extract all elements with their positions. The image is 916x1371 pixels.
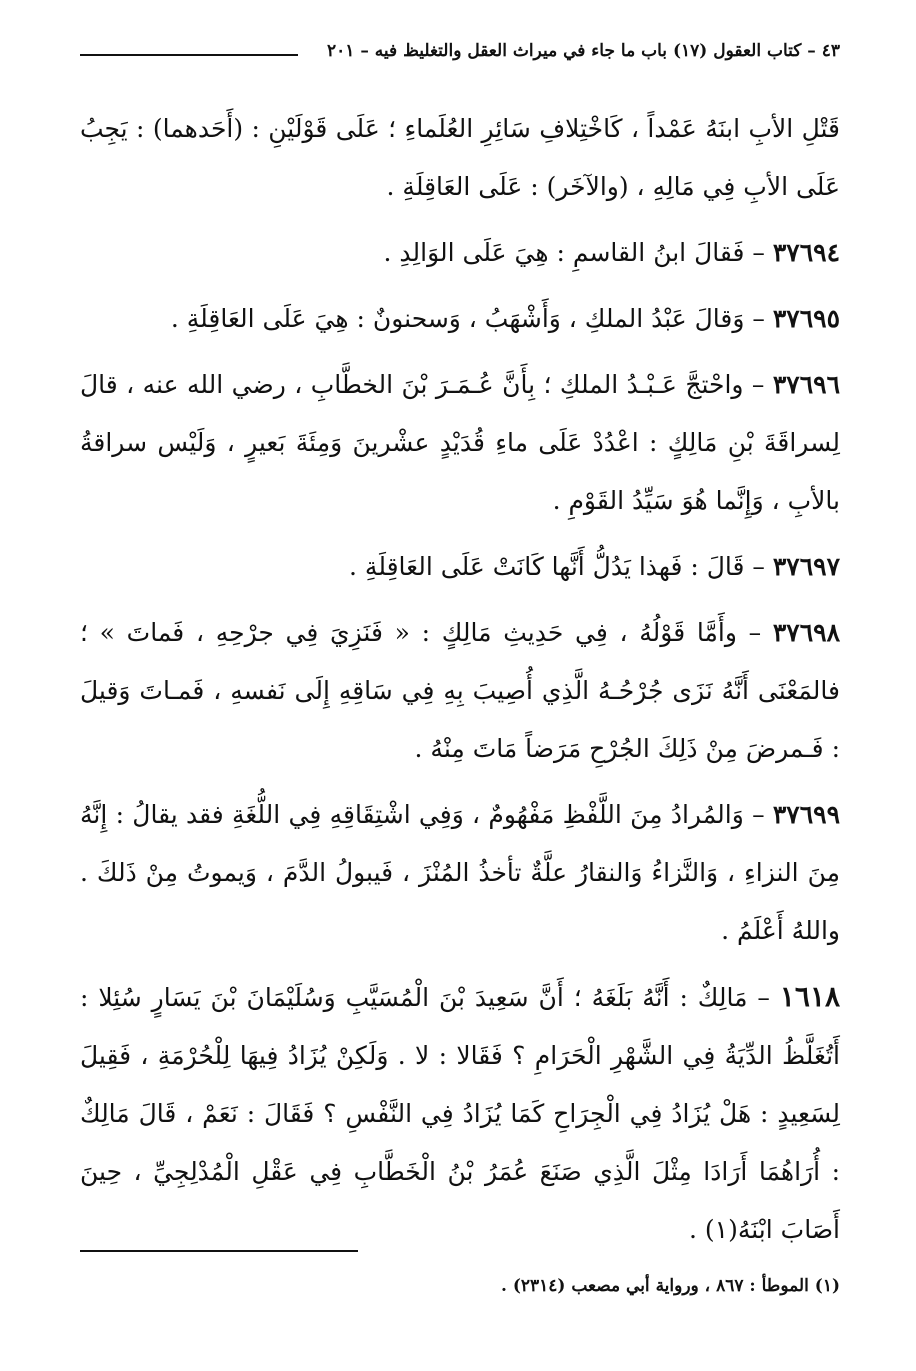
paragraph-text: – وَالمُرادُ مِنَ اللَّفْظِ مَفْهُومٌ ، وَفِي اشْتِقَاقِهِ فِي اللُّغَةِ فقد يقالُ : إِنَّهُ مِنَ النزاءِ ، وَالنَّزاءُ وَالنقارُ علَّةٌ تأخذُ المُنْزَ ، فَيبولُ الدَّمَ ، وَيموتُ مِنْ ذَلكَ . واللهُ أَعْلَمُ . bbox=[80, 800, 840, 945]
paragraph bbox=[80, 604, 840, 778]
paragraph-number: ٣٧٦٩٥ bbox=[772, 304, 840, 333]
paragraph-number: ٣٧٦٩٧ bbox=[772, 552, 840, 581]
running-title: ٤٣ – كتاب العقول (١٧) باب ما جاء في ميراث العقل والتغليظ فيه – ٢٠١ bbox=[327, 41, 840, 61]
main-text bbox=[80, 100, 840, 1259]
paragraph bbox=[80, 224, 840, 282]
footnote-rule bbox=[80, 1250, 358, 1252]
page-header bbox=[80, 30, 840, 72]
paragraph-text: – مَالِكٌ : أَنَّهُ بَلَغَهُ ؛ أَنَّ سَعِيدَ بْنَ الْمُسَيَّبِ وَسُلَيْمَانَ بْنَ يَسَارٍ سُئِلا : أَتُغَلَّظُ الدِّيَةُ فِي الشَّهْرِ الْحَرَامِ ؟ فَقَالا : لا . وَلَكِنْ يُزَادُ فِيهَا لِلْحُرْمَةِ ، فَقِيلَ لِسَعِيدٍ : هَلْ يُزَادُ فِي الْجِرَاحِ كَمَا يُزَادُ فِي النَّفْسِ ؟ فَقَالَ : نَعَمْ ، قَالَ مَالِكٌ : أُرَاهُمَا أَرَادَا مِثْلَ الَّذِي صَنَعَ عُمَرُ بْنُ الْخَطَّابِ فِي عَقْلِ الْمُدْلِجِيِّ ، حِينَ أَصَابَ ابْنَهُ(١) . bbox=[80, 983, 840, 1244]
footnote: (١) الموطأ : ٨٦٧ ، ورواية أبي مصعب (٢٣١٤) . bbox=[500, 1276, 840, 1296]
paragraph bbox=[80, 100, 840, 216]
paragraph-text: – وَقالَ عَبْدُ الملكِ ، وَأَشْهَبُ ، وَسحنونٌ : هِيَ عَلَى العَاقِلَةِ . bbox=[170, 304, 765, 333]
hadith-number: ١٦١٨ bbox=[779, 980, 841, 1013]
book-page bbox=[80, 30, 840, 1340]
paragraph-number: ٣٧٦٩٦ bbox=[772, 370, 840, 399]
hadith-paragraph bbox=[80, 968, 840, 1259]
paragraph bbox=[80, 356, 840, 530]
paragraph-text: – واحْتجَّ عَـبْـدُ الملكِ ؛ بِأَنَّ عُـمَـرَ بْنَ الخطَّابِ ، رضي الله عنه ، قالَ لِسراقَةَ بْنِ مَالِكٍ : اعْدُدْ عَلَى ماءِ قُدَيْدٍ عشْرينَ وَمِئَةَ بَعيرٍ ، وَلَيْس سراقةُ بالأبِ ، وَإِنَّما هُوَ سَيِّدُ القَوْمِ . bbox=[80, 370, 840, 515]
paragraph-number: ٣٧٦٩٤ bbox=[772, 238, 840, 267]
paragraph-text: قَتْلِ الأبِ ابنَهُ عَمْداً ، كَاخْتِلافِ سَائِرِ العُلَماءِ ؛ عَلَى قَوْلَيْنِ : (أَحَدهما) : يَجِبُ عَلَى الأبِ فِي مَالِهِ ، (والآخَر) : عَلَى العَاقِلَةِ . bbox=[80, 114, 840, 201]
paragraph bbox=[80, 290, 840, 348]
paragraph-number: ٣٧٦٩٨ bbox=[772, 618, 840, 647]
paragraph bbox=[80, 538, 840, 596]
paragraph-number: ٣٧٦٩٩ bbox=[772, 800, 840, 829]
paragraph-text: – فَقالَ ابنُ القاسمِ : هِيَ عَلَى الوَالِدِ . bbox=[383, 238, 765, 267]
paragraph-text: – قَالَ : فَهذا يَدُلُّ أَنَّها كَانَتْ عَلَى العَاقِلَةِ . bbox=[349, 552, 765, 581]
paragraph-text: – وأَمَّا قَوْلُهُ ، فِي حَدِيثِ مَالِكٍ : « فَنَزِيَ فِي جرْحِهِ ، فَماتَ » ؛ فالمَعْنَى أَنَّهُ نَزَى جُرْحُـهُ الَّذِي أُصِيبَ بِهِ فِي سَاقِهِ إِلَى نَفسهِ ، فَمـاتَ وَقيلَ : فَـمرضَ مِنْ ذَلِكَ الجُرْحِ مَرَضاً مَاتَ مِنْهُ . bbox=[80, 618, 840, 763]
header-rule bbox=[80, 54, 298, 56]
paragraph bbox=[80, 786, 840, 960]
